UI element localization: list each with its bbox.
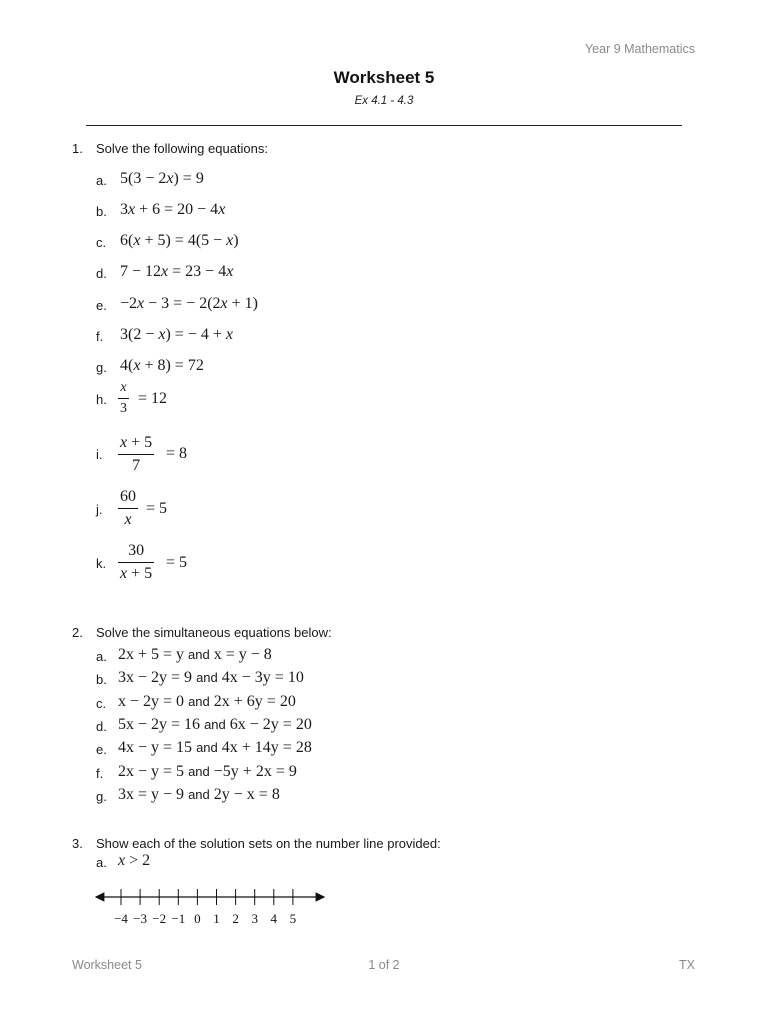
equation-rhs: = 8 bbox=[166, 445, 188, 462]
number-line-ticks bbox=[114, 889, 296, 926]
question-3-prompt: Show each of the solution sets on the number line provided: bbox=[96, 836, 441, 851]
equation-2: 6x − 2y = 20 bbox=[229, 716, 312, 733]
number-line-tick-label: 1 bbox=[213, 911, 220, 926]
item-label: g. bbox=[96, 360, 107, 375]
equation-1: 2x + 5 = y bbox=[118, 646, 185, 663]
equation-1: 3x − 2y = 9 bbox=[118, 669, 193, 686]
equation-2: −5y + 2x = 9 bbox=[213, 763, 297, 780]
item-label: b. bbox=[96, 204, 107, 219]
fraction-bar bbox=[118, 508, 138, 509]
fraction-denominator: 7 bbox=[132, 457, 141, 474]
item-label: a. bbox=[96, 173, 107, 188]
number-line-tick-label: 5 bbox=[289, 911, 297, 926]
item-label: e. bbox=[96, 298, 107, 313]
fraction-denominator: x bbox=[124, 511, 132, 528]
footer-left: Worksheet 5 bbox=[72, 958, 142, 972]
simultaneous-equation-pair bbox=[118, 646, 272, 664]
page-number: 1 of 2 bbox=[368, 958, 400, 972]
simultaneous-equation-pair bbox=[118, 739, 312, 757]
simultaneous-equation-pair bbox=[118, 786, 280, 804]
number-line-tick-label: −1 bbox=[171, 911, 186, 926]
equation-2: 4x + 14y = 28 bbox=[221, 739, 312, 756]
fraction-bar bbox=[118, 398, 129, 399]
number-line-tick-label: 3 bbox=[251, 911, 258, 926]
fraction-numerator: x bbox=[120, 380, 127, 395]
question-3-item-a-expression: x > 2 bbox=[118, 852, 151, 869]
number-line bbox=[92, 880, 332, 930]
simultaneous-equation-pair bbox=[118, 669, 304, 687]
fraction-denominator: x + 5 bbox=[120, 565, 153, 582]
item-label: i. bbox=[96, 447, 103, 462]
fraction bbox=[118, 542, 154, 583]
equation-rhs: = 5 bbox=[146, 500, 168, 517]
number-line-tick-label: −4 bbox=[114, 911, 128, 926]
equation-1: x − 2y = 0 bbox=[118, 693, 185, 710]
equation-1: 2x − y = 5 bbox=[118, 763, 185, 780]
item-label: k. bbox=[96, 556, 107, 571]
fraction-denominator: 3 bbox=[120, 401, 127, 416]
connector: and bbox=[196, 670, 218, 685]
fraction-numerator: 60 bbox=[120, 488, 136, 505]
worksheet-subtitle: Ex 4.1 - 4.3 bbox=[354, 95, 414, 107]
question-3-number: 3. bbox=[72, 836, 83, 851]
item-label: c. bbox=[96, 696, 107, 711]
question-2-prompt: Solve the simultaneous equations below: bbox=[96, 625, 332, 640]
worksheet-title: Worksheet 5 bbox=[333, 68, 435, 87]
equation-2: 2y − x = 8 bbox=[213, 786, 280, 803]
item-label: a. bbox=[96, 649, 107, 664]
equation-1: 3x = y − 9 bbox=[118, 786, 185, 803]
fraction bbox=[118, 488, 138, 529]
connector: and bbox=[188, 787, 210, 802]
equation-rhs: = 12 bbox=[138, 390, 168, 407]
fraction bbox=[118, 380, 129, 417]
item-label: f. bbox=[96, 766, 104, 781]
equation-1: 5x − 2y = 16 bbox=[118, 716, 201, 733]
item-label: e. bbox=[96, 742, 107, 757]
equation: 3x + 6 = 20 − 4x bbox=[120, 201, 226, 218]
question-1-number: 1. bbox=[72, 141, 83, 156]
equation: −2x − 3 = − 2(2x + 1) bbox=[120, 295, 259, 312]
simultaneous-equation-pair bbox=[118, 763, 297, 781]
equation: 6(x + 5) = 4(5 − x) bbox=[120, 232, 239, 249]
title-divider bbox=[86, 125, 682, 126]
item-label: f. bbox=[96, 329, 104, 344]
item-label: g. bbox=[96, 789, 107, 804]
fraction-bar bbox=[118, 454, 154, 455]
equation-rhs: = 5 bbox=[166, 554, 188, 571]
item-label: b. bbox=[96, 672, 107, 687]
question-2-number: 2. bbox=[72, 625, 83, 640]
equation: 7 − 12x = 23 − 4x bbox=[120, 263, 234, 280]
connector: and bbox=[188, 764, 210, 779]
equation: 4(x + 8) = 72 bbox=[120, 357, 204, 374]
equation-2: 4x − 3y = 10 bbox=[221, 669, 304, 686]
connector: and bbox=[188, 647, 210, 662]
item-label: c. bbox=[96, 235, 107, 250]
number-line-tick-label: 4 bbox=[270, 911, 278, 926]
number-line-tick-label: 0 bbox=[194, 911, 201, 926]
equation: 5(3 − 2x) = 9 bbox=[120, 170, 204, 187]
item-label: a. bbox=[96, 855, 107, 870]
number-line-tick-label: −2 bbox=[152, 911, 167, 926]
connector: and bbox=[204, 717, 226, 732]
connector: and bbox=[188, 694, 210, 709]
item-label: h. bbox=[96, 392, 107, 407]
connector: and bbox=[196, 740, 218, 755]
question-1-prompt: Solve the following equations: bbox=[96, 141, 269, 156]
fraction-numerator: x + 5 bbox=[120, 434, 153, 451]
item-label: j. bbox=[96, 502, 103, 517]
equation-1: 4x − y = 15 bbox=[118, 739, 193, 756]
equation-2: 2x + 6y = 20 bbox=[213, 693, 296, 710]
item-label: d. bbox=[96, 266, 107, 281]
simultaneous-equation-pair bbox=[118, 716, 312, 734]
footer-right: TX bbox=[679, 958, 695, 972]
course-header: Year 9 Mathematics bbox=[584, 42, 695, 56]
fraction bbox=[118, 434, 154, 475]
equation: 3(2 − x) = − 4 + x bbox=[120, 326, 233, 343]
item-label: d. bbox=[96, 719, 107, 734]
number-line-tick-label: 2 bbox=[232, 911, 239, 926]
fraction-bar bbox=[118, 562, 154, 563]
simultaneous-equation-pair bbox=[118, 693, 296, 711]
fraction-numerator: 30 bbox=[128, 542, 145, 559]
number-line-tick-label: −3 bbox=[133, 911, 148, 926]
equation-2: x = y − 8 bbox=[213, 646, 272, 663]
